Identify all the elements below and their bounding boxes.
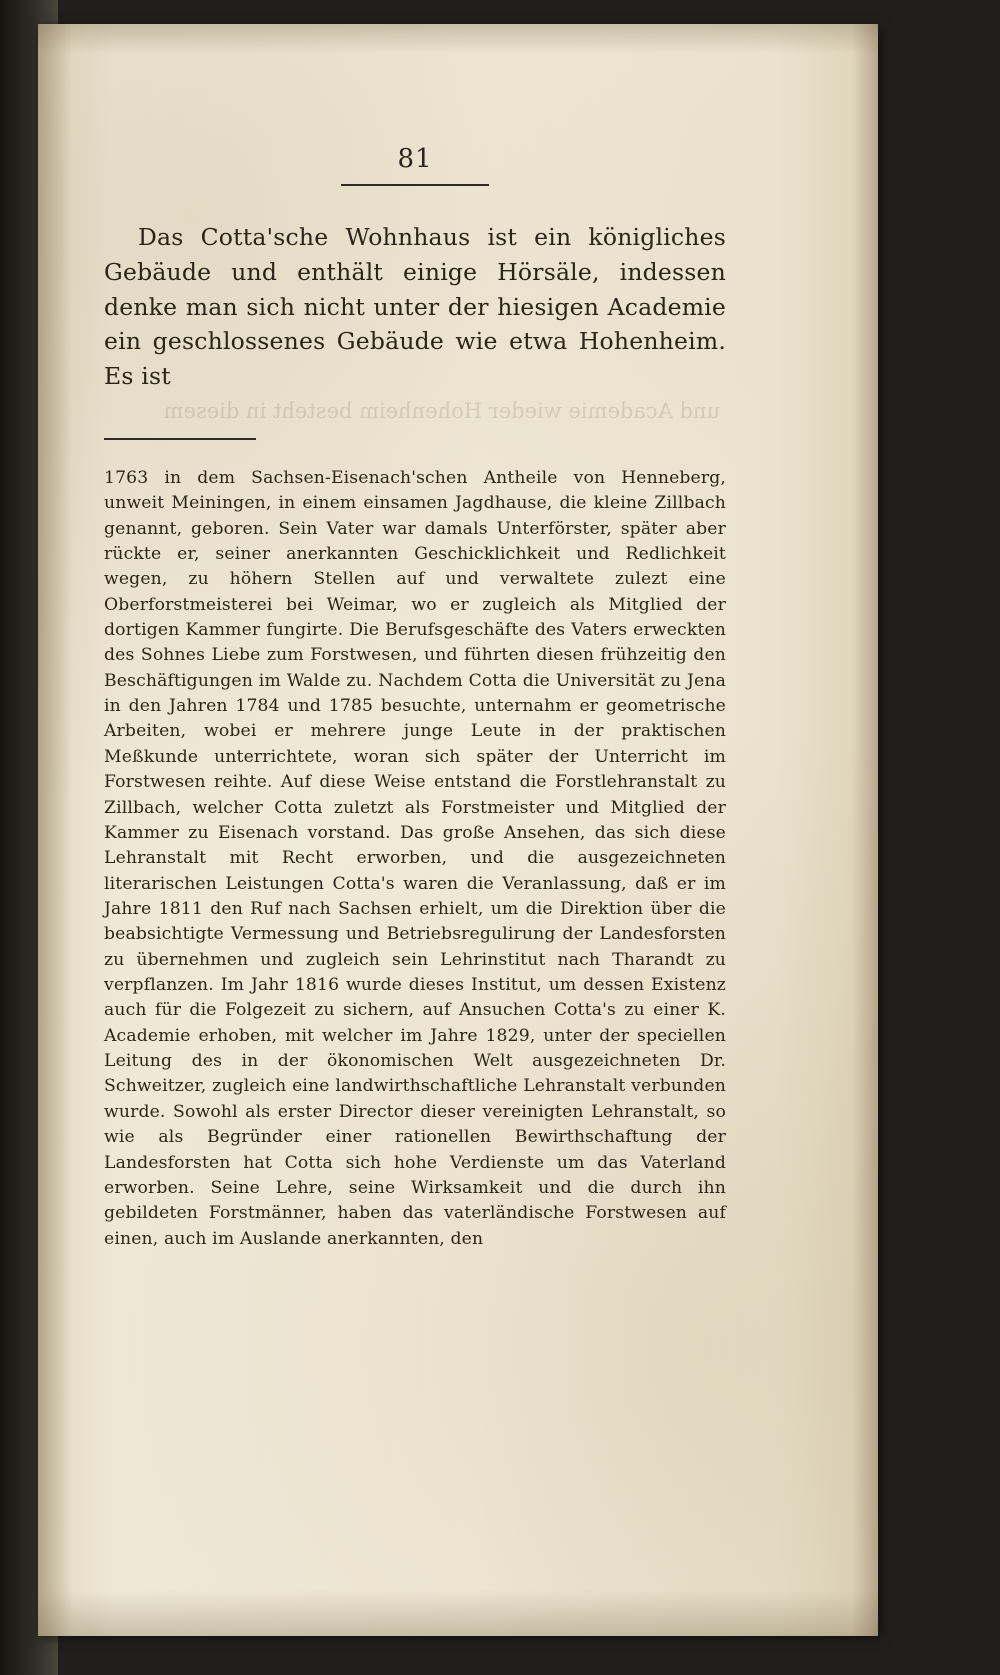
page-number: 81 (397, 144, 433, 174)
folio-rule (341, 184, 489, 186)
footnote-paragraph: 1763 in dem Sachsen-Eisenach'schen Antheile von Henneberg, unweit Meiningen, in einem einsamen Jagdhause, die kleine Zillbach genannt, geboren. Sein Vater war damals Unterförster, später aber rückte er, seiner anerkannten Geschicklichkeit und Redlichkeit wegen, zu höhern Stellen auf und verwaltete zulezt eine Oberforstmeisterei bei Weimar, wo er zugleich als Mitglied der dortigen Kammer fungirte. Die Berufsgeschäfte des Vaters erweckten des Sohnes Liebe zum Forstwesen, und führten diesen frühzeitig den Beschäftigungen im Walde zu. Nachdem Cotta die Universität zu Jena in den Jahren 1784 und 1785 besuchte, unternahm er geometrische Arbeiten, wobei er mehrere junge Leute in der praktischen Meßkunde unterrichtete, woran sich später der Unterricht im Forstwesen reihte. Auf diese Weise entstand die Forstlehranstalt zu Zillbach, welcher Cotta zuletzt als Forstmeister und Mitglied der Kammer zu Eisenach vorstand. Das große Ansehen, das sich diese Lehranstalt mit Recht erworben, und die ausgezeichneten literarischen Leistungen Cotta's waren die Veranlassung, daß er im Jahre 1811 den Ruf nach Sachsen erhielt, um die Direktion über die beabsichtigte Vermessung und Betriebsregulirung der Landesforsten zu übernehmen und zugleich sein Lehrinstitut nach Tharandt zu verpflanzen. Im Jahr 1816 wurde dieses Institut, um dessen Existenz auch für die Folgezeit zu sichern, auf Ansuchen Cotta's zu einer K. Academie erhoben, mit welcher im Jahre 1829, unter der speciellen Leitung des in der ökonomischen Welt ausgezeichneten Dr. Schweitzer, zugleich eine landwirthschaftliche Lehranstalt verbunden wurde. Sowohl als erster Director dieser vereinigten Lehranstalt, so wie als Begründer einer rationellen Bewirthschaftung der Landesforsten hat Cotta sich hohe Verdienste um das Vaterland erworben. Seine Lehre, seine Wirksamkeit und die durch ihn gebildeten Forstmänner, haben das vaterländische Forstwesen auf einen, auch im Auslande anerkannten, den (104, 467, 726, 1249)
page-inner-edge-shading (38, 24, 72, 1636)
book-page (38, 24, 878, 1636)
body-paragraph (104, 220, 726, 394)
body-paragraph-text: Das Cotta'sche Wohnhaus ist ein königliches Gebäude und enthält einige Hörsäle, indessen denke man sich nicht unter der hiesigen Academie ein geschlossenes Gebäude wie etwa Hohenheim. Es ist (104, 223, 726, 391)
page-top-edge-shading (38, 24, 878, 54)
type-area (104, 144, 726, 1269)
page-showthrough-text: und Academie wieder Hohenheim besteht in diesem (163, 399, 720, 423)
page-outer-edge-shading (852, 24, 878, 1636)
page-bottom-edge-shading (38, 1590, 878, 1636)
footnote-separator-rule (104, 438, 256, 440)
